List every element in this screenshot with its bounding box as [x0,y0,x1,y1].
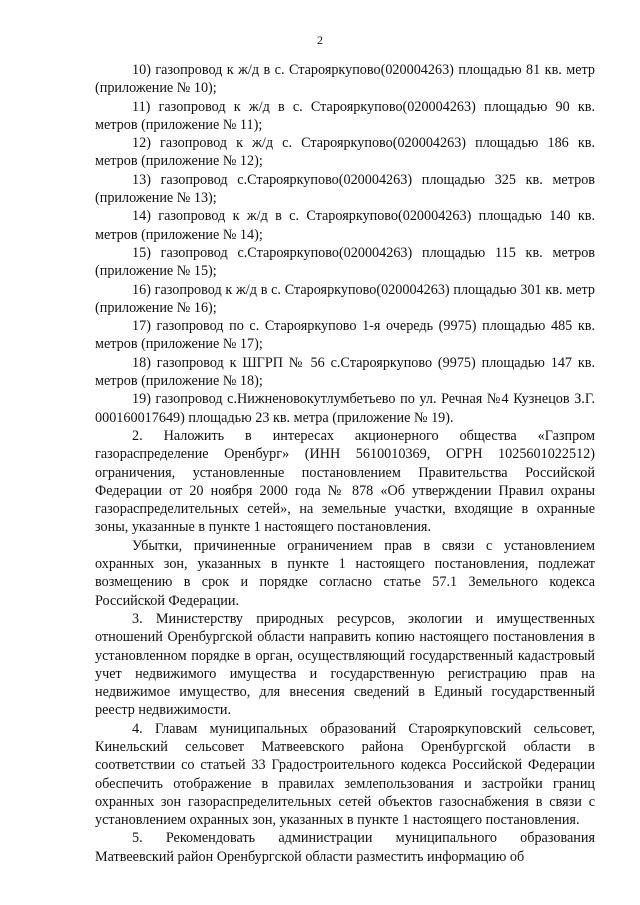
list-item-15: 15) газопровод с.Старояркупово(020004263) площадью 115 кв. метров (приложение № 15); [95,244,595,280]
list-item-12: 12) газопровод к ж/д с. Старояркупово(020004263) площадью 186 кв. метров (приложение № 12); [95,135,595,170]
section-3-paragraph: 3. Министерству природных ресурсов, экологии и имущественных отношений Оренбургской области направить копию настоящего постановления в установленном порядке в орган, осуществляющий государственный кадастровый учет недвижимого имущества и государственную регистрацию прав на недвижимое имущество, для внесения сведений в Единый государственный реестр недвижимости. [95,610,595,719]
section-4-paragraph: 4. Главам муниципальных образований Старояркуповский сельсовет, Кинельский сельсовет Матвеевского района Оренбургской области в соответствии со статьей 33 Градостроительного кодекса Российской Федерации обеспечить отображение в правилах землепользования и застройки границ охранных зон газораспределительных сетей объектов газоснабжения в связи с установлением охранных зон, указанных в пункте 1 настоящего постановления. [95,720,595,829]
section-5-paragraph: 5. Рекомендовать администрации муниципального образования Матвеевский район Оренбургской области разместить информацию об [95,830,595,865]
list-item-11: 11) газопровод к ж/д в с. Старояркупово(020004263) площадью 90 кв. метров (приложение № 11); [95,98,595,133]
list-item-16: 16) газопровод к ж/д в с. Старояркупово(020004263) площадью 301 кв. метр (приложение № 16); [95,281,595,316]
document-body [95,61,595,866]
page-number: 2 [317,33,323,47]
section-2-paragraph: 2. Наложить в интересах акционерного общества «Газпром газораспределение Оренбург» (ИНН 5610010369, ОГРН 1025601022512) ограничения, установленные постановлением Правительства Российской Федерации от 20 ноября 2000 года № 878 «Об утверждении Правил охраны газораспределительных сетей», на земельные участки, входящие в охранные зоны, указанные в пункте 1 настоящего постановления. [95,427,595,536]
compensation-paragraph: Убытки, причиненные ограничением прав в связи с установлением охранных зон, указанных в пункте 1 настоящего постановления, подлежат возмещению в срок и порядке согласно статье 57.1 Земельного кодекса Российской Федерации. [95,537,595,609]
list-item-10: 10) газопровод к ж/д в с. Старояркупово(020004263) площадью 81 кв. метр (приложение № 10); [95,62,595,97]
list-item-17: 17) газопровод по с. Старояркупово 1-я очередь (9975) площадью 485 кв. метров (приложение № 17); [95,318,595,353]
list-item-18: 18) газопровод к ШГРП № 56 с.Старояркупово (9975) площадью 147 кв. метров (приложение № 18); [95,354,595,390]
list-item-13: 13) газопровод с.Старояркупово(020004263) площадью 325 кв. метров (приложение № 13); [95,171,595,207]
list-item-19: 19) газопровод с.Нижненовокутлумбетьево по ул. Речная №4 Кузнецов З.Г. 000160017649) площадью 23 кв. метра (приложение № 19). [95,391,595,426]
list-item-14: 14) газопровод к ж/д в с. Старояркупово(020004263) площадью 140 кв. метров (приложение № 14); [95,208,595,243]
